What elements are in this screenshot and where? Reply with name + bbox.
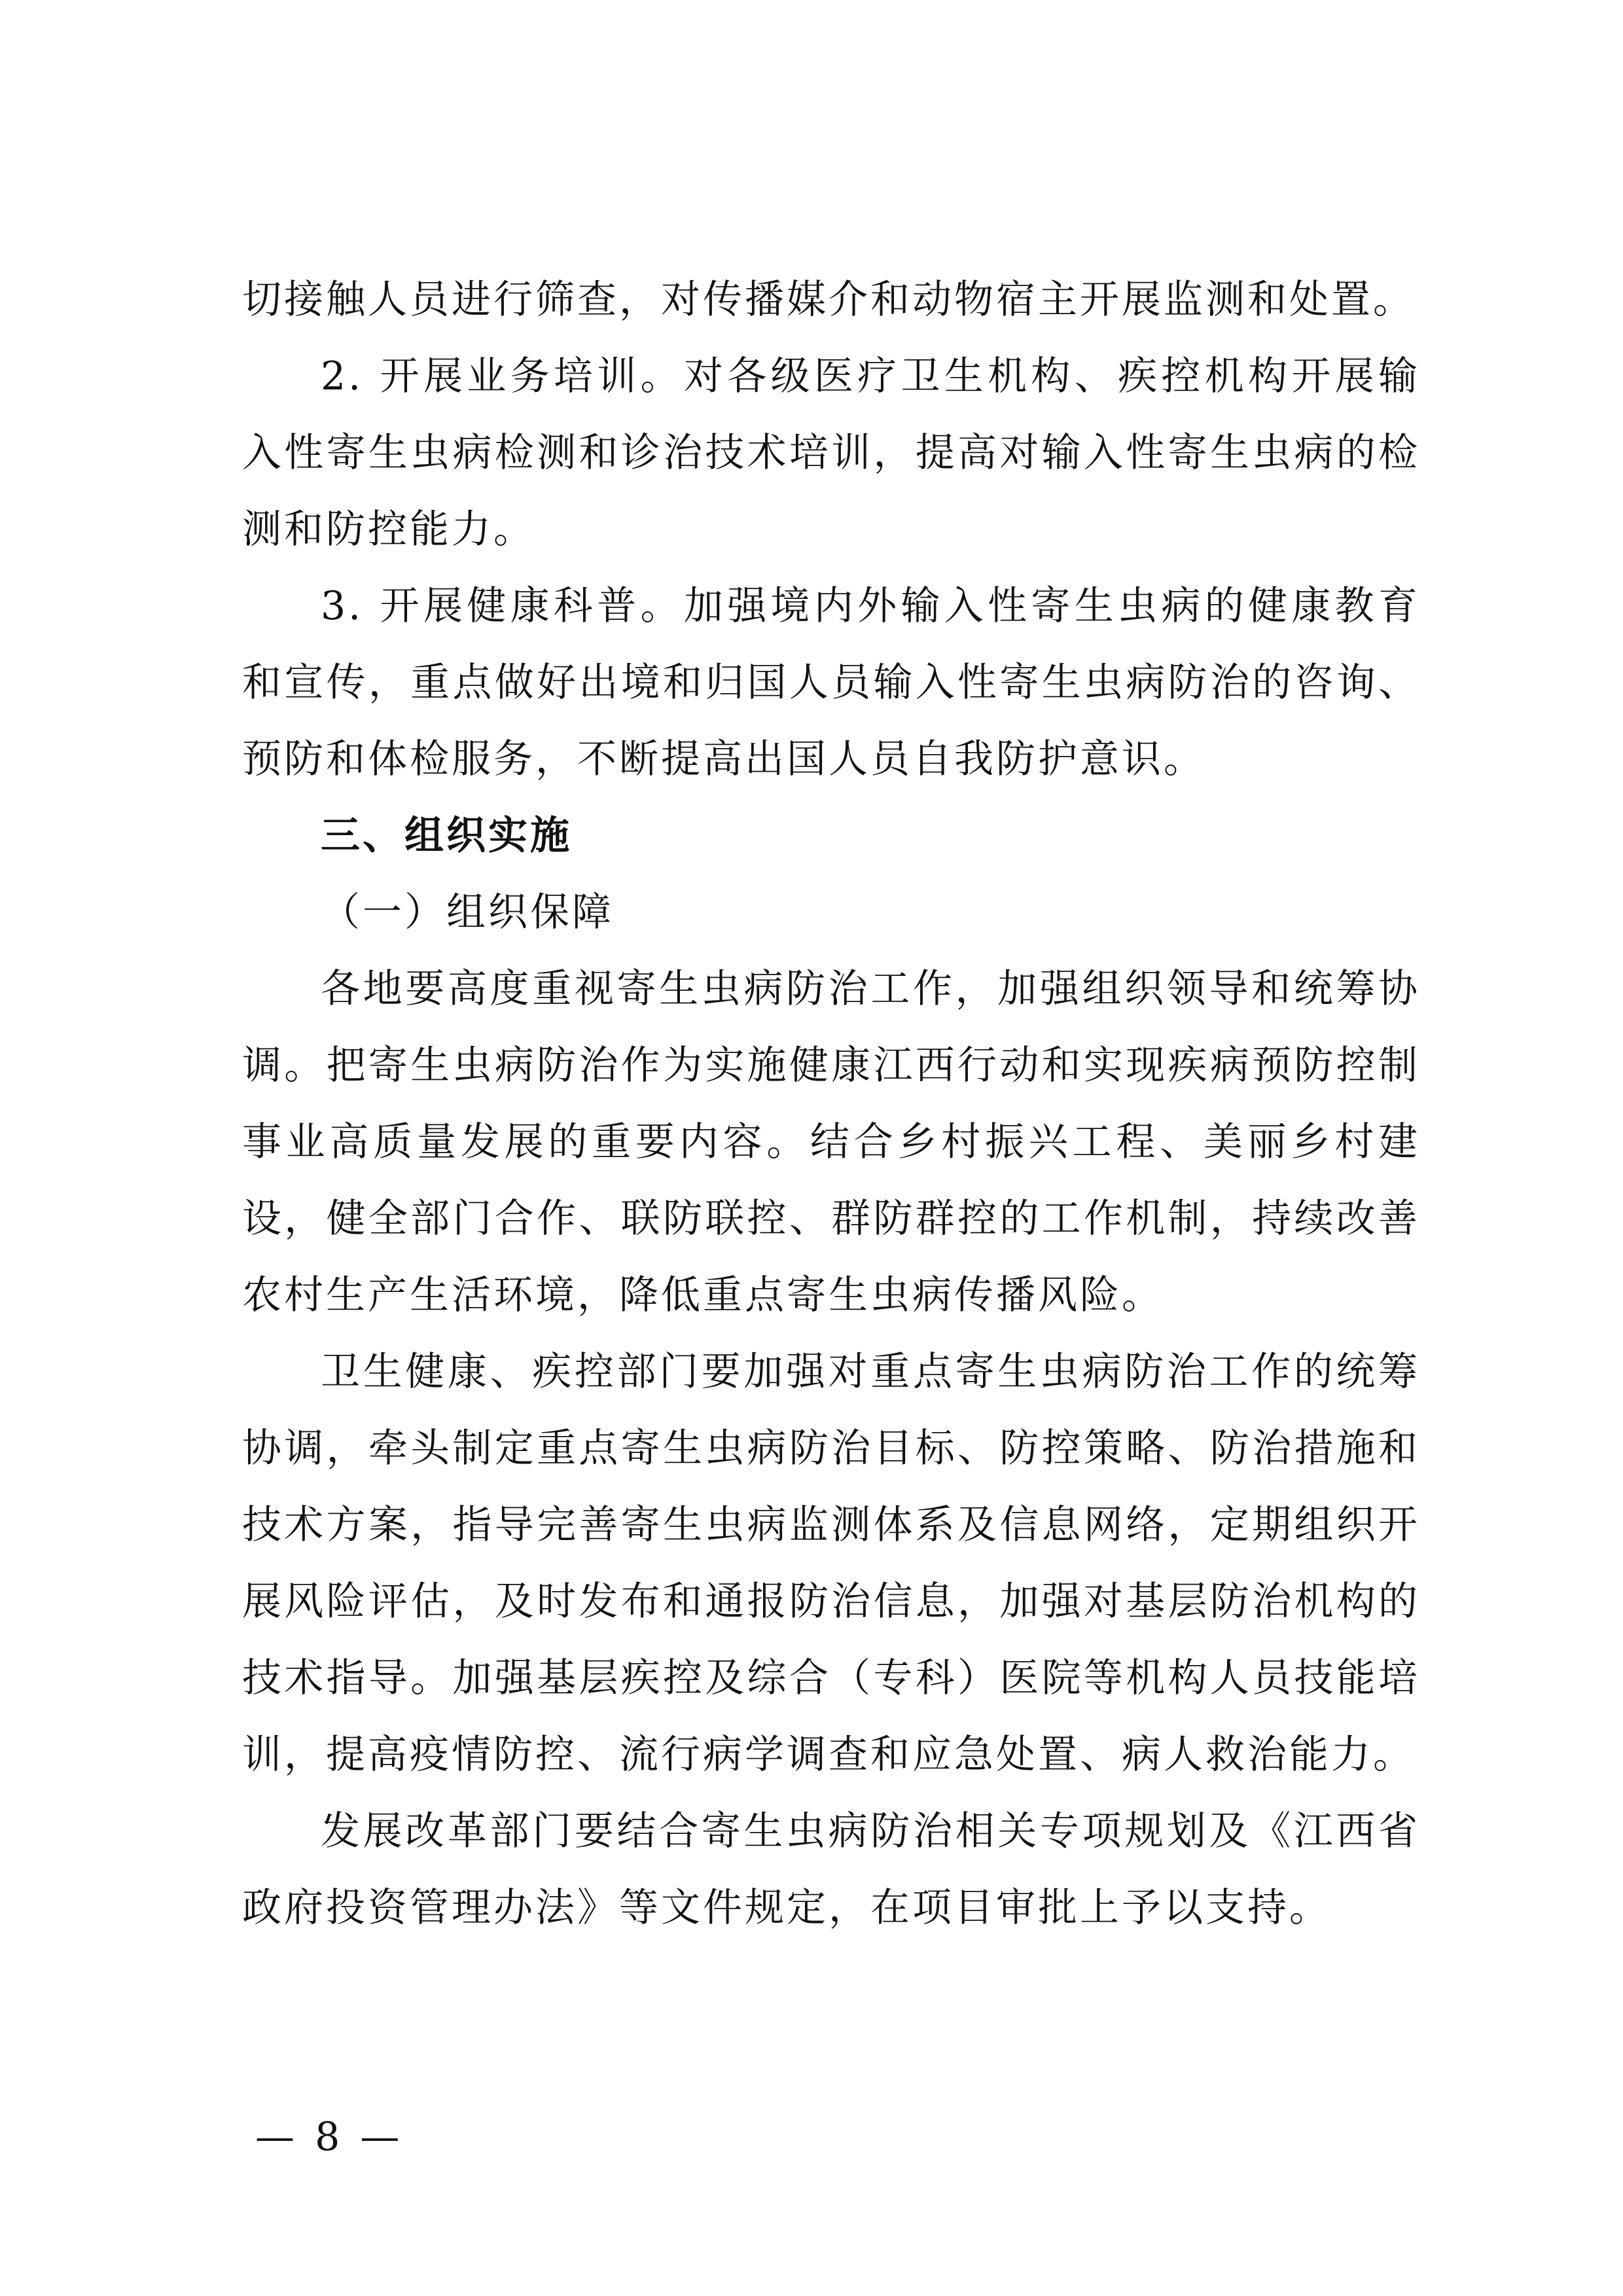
section-heading-implementation: 三、组织实施 xyxy=(321,813,572,859)
subsection-heading-organization: （一）组织保障 xyxy=(321,889,614,935)
paragraph-continuation: 切接触人员进行筛查，对传播媒介和动物宿主开展监测和处置。 xyxy=(242,277,1415,323)
paragraph-health-departments: 卫生健康、疾控部门要加强对重点寄生虫病防治工作的统筹协调，牵头制定重点寄生虫病防治目标、防控策略、防治措施和技术方案，指导完善寄生虫病监测体系及信息网络，定期组织开展风险评估，及时发布和通报防治信息，加强对基层防治机构的技术指导。加强基层疾控及综合（专科）医院等机构人员技能培训，提高疫情防控、流行病学调查和应急处置、病人救治能力。 xyxy=(242,1349,1420,1778)
paragraph-health-education: 3. 开展健康科普。加强境内外输入性寄生虫病的健康教育和宣传，重点做好出境和归国人员输入性寄生虫病防治的咨询、预防和体检服务，不断提高出国人员自我防护意识。 xyxy=(242,583,1420,782)
paragraph-local-governments: 各地要高度重视寄生虫病防治工作，加强组织领导和统筹协调。把寄生虫病防治作为实施健康江西行动和实现疾病预防控制事业高质量发展的重要内容。结合乡村振兴工程、美丽乡村建设，健全部门合作、联防联控、群防群控的工作机制，持续改善农村生产生活环境，降低重点寄生虫病传播风险。 xyxy=(242,966,1420,1318)
page-number: — 8 — xyxy=(255,2114,404,2160)
paragraph-business-training: 2. 开展业务培训。对各级医疗卫生机构、疾控机构开展输入性寄生虫病检测和诊治技术培训，提高对输入性寄生虫病的检测和防控能力。 xyxy=(242,353,1420,552)
document-body xyxy=(242,262,1420,1946)
paragraph-development-reform: 发展改革部门要结合寄生虫病防治相关专项规划及《江西省政府投资管理办法》等文件规定，在项目审批上予以支持。 xyxy=(242,1808,1420,1931)
